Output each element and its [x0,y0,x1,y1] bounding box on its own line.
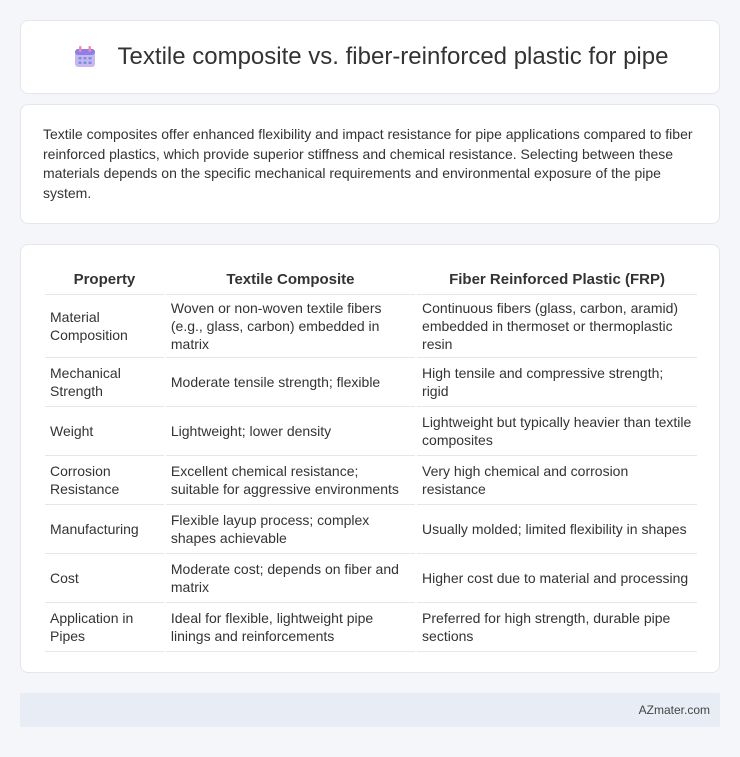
comparison-table-card [20,244,720,673]
table-cell: Moderate tensile strength; flexible [166,358,415,407]
table-cell: Cost [45,554,164,603]
table-cell: Very high chemical and corrosion resistance [417,456,697,505]
table-cell: Woven or non-woven textile fibers (e.g., glass, carbon) embedded in matrix [166,295,415,358]
comparison-table [43,265,699,652]
table-cell: Continuous fibers (glass, carbon, aramid) embedded in thermoset or thermoplastic resin [417,295,697,358]
table-row [45,505,697,554]
column-header-property: Property [45,265,164,295]
intro-card [20,104,720,224]
table-cell: Mechanical Strength [45,358,164,407]
header-card [20,20,720,94]
footer [20,693,720,727]
table-row [45,358,697,407]
table-cell: Application in Pipes [45,603,164,652]
table-cell: Lightweight; lower density [166,407,415,456]
table-cell: Preferred for high strength, durable pipe sections [417,603,697,652]
column-header-textile-composite: Textile Composite [166,265,415,295]
table-row [45,554,697,603]
table-cell: High tensile and compressive strength; rigid [417,358,697,407]
page-title: Textile composite vs. fiber-reinforced plastic for pipe [117,43,669,70]
table-header-row [45,265,697,295]
table-cell: Corrosion Resistance [45,456,164,505]
table-cell: Lightweight but typically heavier than textile composites [417,407,697,456]
table-cell: Flexible layup process; complex shapes achievable [166,505,415,554]
table-cell: Usually molded; limited flexibility in shapes [417,505,697,554]
table-cell: Manufacturing [45,505,164,554]
table-row [45,456,697,505]
calendar-icon [72,44,98,70]
column-header-frp: Fiber Reinforced Plastic (FRP) [417,265,697,295]
footer-brand[interactable]: AZmater.com [638,703,710,717]
table-cell: Weight [45,407,164,456]
table-row [45,295,697,358]
intro-text: Textile composites offer enhanced flexibility and impact resistance for pipe applications compared to fiber reinforced plastics, which provide superior stiffness and chemical resistance. Selecting between these materials depends on the specific mechanical requirements and environmental exposure of the pipe system. [43,126,693,201]
table-cell: Moderate cost; depends on fiber and matrix [166,554,415,603]
table-row [45,407,697,456]
table-cell: Excellent chemical resistance; suitable for aggressive environments [166,456,415,505]
table-row [45,603,697,652]
table-cell: Ideal for flexible, lightweight pipe linings and reinforcements [166,603,415,652]
table-cell: Material Composition [45,295,164,358]
table-cell: Higher cost due to material and processing [417,554,697,603]
